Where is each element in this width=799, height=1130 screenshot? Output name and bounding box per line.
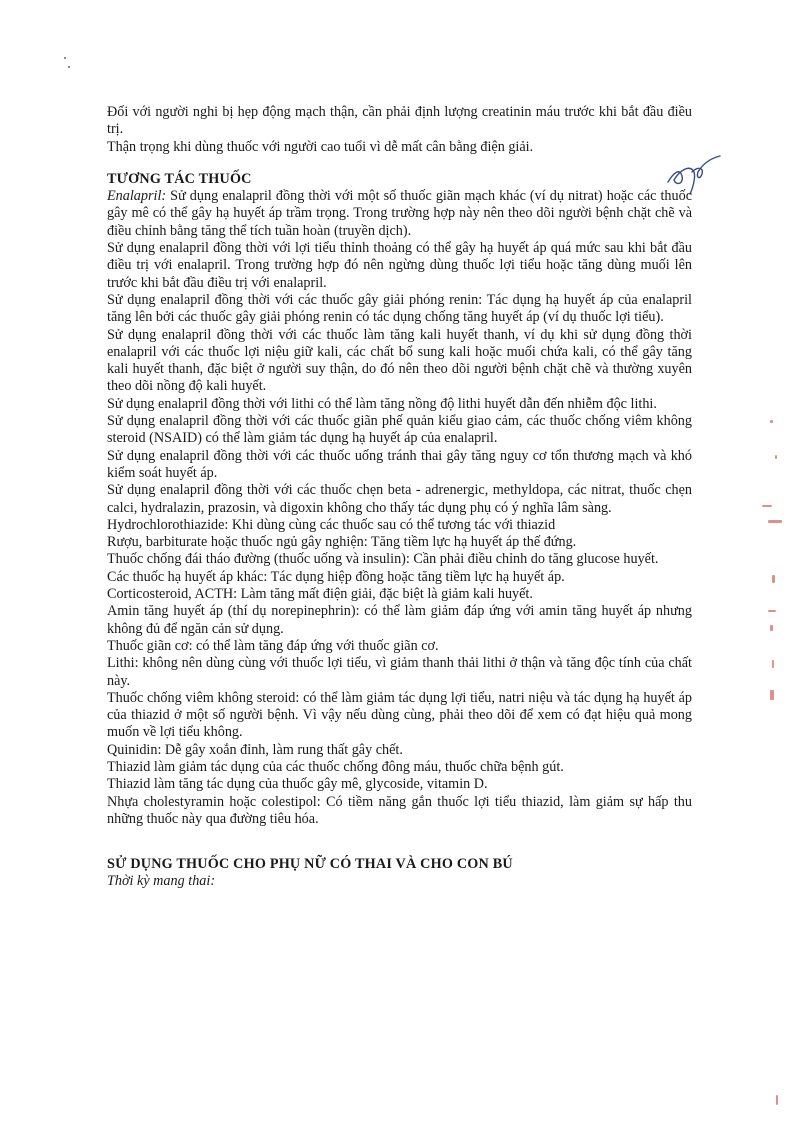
paragraph — [107, 188, 692, 240]
scan-margin-speck — [770, 625, 773, 631]
paragraph: Hydrochlorothiazide: Khi dùng cùng các thuốc sau có thể tương tác với thiazid — [107, 516, 556, 533]
paragraph: Quinidin: Dễ gây xoắn đỉnh, làm rung thất gây chết. — [107, 741, 403, 758]
paragraph: Thuốc giãn cơ: có thể làm tăng đáp ứng với thuốc giãn cơ. — [107, 637, 439, 654]
paragraph: Sử dụng enalapril đồng thời với các thuốc gây giải phóng renin: Tác dụng hạ huyết áp của enalapril tăng lên bởi các thuốc gây giải phóng renin có tác dụng chống tăng huyết áp (ví dụ thuốc lợi tiểu). — [107, 291, 692, 326]
paragraph: Nhựa cholestyramin hoặc colestipol: Có tiềm năng gắn thuốc lợi tiểu thiazid, làm giảm sự hấp thu những thuốc này qua đường tiêu hóa. — [107, 793, 692, 827]
paragraph: Thận trọng khi dùng thuốc với người cao tuổi vì dễ mất cân bằng điện giải. — [107, 138, 534, 155]
paragraph-lead-text: Sử dụng enalapril đồng thời với một số thuốc giãn mạch khác (ví dụ nitrat) hoặc các thuốc gây mê có thể gây hạ huyết áp trầm trọng. Trong trường hợp này nên theo dõi người bệnh chặt chẽ và điều chỉnh bằng tăng thể tích tuần hoàn (truyền dịch). — [107, 188, 692, 239]
scan-margin-speck — [770, 420, 773, 423]
scan-margin-speck — [776, 1095, 778, 1105]
section-heading-pregnancy-lactation: SỬ DỤNG THUỐC CHO PHỤ NỮ CÓ THAI VÀ CHO CON BÚ — [107, 856, 513, 873]
section-heading-drug-interactions: TƯƠNG TÁC THUỐC — [107, 170, 252, 187]
paragraph: Sử dụng enalapril đồng thời với các thuốc làm tăng kali huyết thanh, ví dụ khi sử dụng đồng thời enalapril với các thuốc lợi niệu giữ kali, các chất bổ sung kali hoặc muối chứa kali, có thể gây tăng kali huyết thanh, đặc biệt ở người suy thận, do đó nên theo dõi người bệnh chặt chẽ và thường xuyên theo dõi nồng độ kali huyết. — [107, 326, 692, 395]
paragraph: Sử dụng enalapril đồng thời với các thuốc chẹn beta - adrenergic, methyldopa, các nitrat, thuốc chẹn calci, hydralazin, prazosin, và digoxin không cho thấy tác dụng phụ có ý nghĩa lâm sàng. — [107, 482, 692, 516]
document-body — [107, 104, 692, 891]
scan-margin-speck — [762, 505, 772, 507]
scan-margin-speck — [768, 610, 776, 612]
scan-margin-speck — [770, 690, 774, 700]
paragraph: Sử dụng enalapril đồng thời với các thuốc giãn phế quản kiểu giao cảm, các thuốc chống viêm không steroid (NSAID) có thể làm giảm tác dụng hạ huyết áp của enalapril. — [107, 413, 692, 447]
paragraph: Corticosteroid, ACTH: Làm tăng mất điện giải, đặc biệt là giảm kali huyết. — [107, 586, 533, 603]
paragraph: Rượu, barbiturate hoặc thuốc ngủ gây nghiện: Tăng tiềm lực hạ huyết áp thế đứng. — [107, 534, 577, 551]
scan-margin-speck — [772, 575, 775, 583]
paragraph: Lithi: không nên dùng cùng với thuốc lợi tiểu, vì giảm thanh thải lithi ở thận và tăng độc tính của chất này. — [107, 655, 692, 689]
scan-speck — [68, 66, 70, 68]
paragraph: Thiazid làm tăng tác dụng của thuốc gây mê, glycoside, vitamin D. — [107, 776, 488, 793]
paragraph: Sử dụng enalapril đồng thời với lithi có thể làm tăng nồng độ lithi huyết dẫn đến nhiễm độc lithi. — [107, 395, 657, 412]
paragraph: Thuốc chống viêm không steroid: có thể làm giảm tác dụng lợi tiểu, natri niệu và tác dụng hạ huyết áp của thiazid ở một số người bệnh. Vì vậy nếu dùng cùng, phải theo dõi để xem có đạt hiệu quả mong muốn về lợi tiểu không. — [107, 689, 692, 741]
scan-margin-speck — [768, 520, 782, 523]
scan-margin-speck — [775, 455, 777, 459]
scan-speck — [64, 57, 66, 59]
paragraph: Thuốc chống đái tháo đường (thuốc uống và insulin): Cần phải điều chỉnh do tăng glucose huyết. — [107, 551, 659, 568]
subheading-pregnancy: Thời kỳ mang thai: — [107, 873, 216, 890]
paragraph: Các thuốc hạ huyết áp khác: Tác dụng hiệp đồng hoặc tăng tiềm lực hạ huyết áp. — [107, 568, 565, 585]
scan-margin-speck — [772, 660, 774, 668]
paragraph: Sử dụng enalapril đồng thời với lợi tiểu thỉnh thoảng có thể gây hạ huyết áp quá mức sau khi bắt đầu điều trị với enalapril. Trong trường hợp đó nên ngừng dùng thuốc lợi tiểu hoặc tăng dùng muối lên trước khi bắt đầu điều trị với enalapril. — [107, 240, 692, 291]
paragraph: Thiazid làm giảm tác dụng của các thuốc chống đông máu, thuốc chữa bệnh gút. — [107, 758, 564, 775]
paragraph-lead-label: Enalapril: — [107, 188, 167, 205]
paragraph: Amin tăng huyết áp (thí dụ norepinephrin): có thể làm giảm đáp ứng với amin tăng huyết áp nhưng không đủ để ngăn cản sử dụng. — [107, 603, 692, 637]
paragraph: Sử dụng enalapril đồng thời với các thuốc uống tránh thai gây tăng nguy cơ tổn thương mạch và khó kiểm soát huyết áp. — [107, 447, 692, 481]
paragraph: Đối với người nghi bị hẹp động mạch thận, cần phải định lượng creatinin máu trước khi bắt đầu điều trị. — [107, 104, 692, 138]
